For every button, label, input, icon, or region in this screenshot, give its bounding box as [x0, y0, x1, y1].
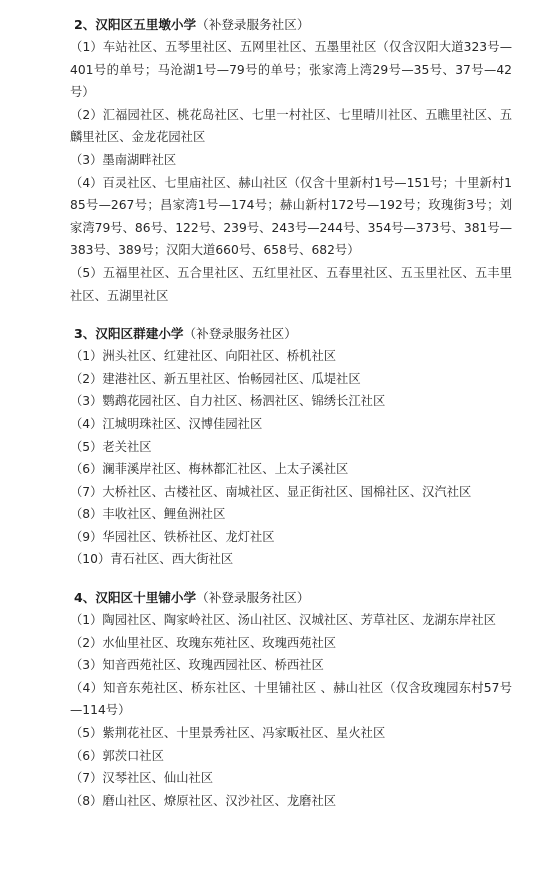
section-note: （补登录服务社区） [196, 17, 310, 32]
list-item: （4）知音东苑社区、桥东社区、十里铺社区 、赫山社区（仅含玫瑰园东村57号—114号） [70, 680, 512, 718]
list-item: （5）老关社区 [70, 439, 152, 454]
list-item: （2）水仙里社区、玫瑰东苑社区、玫瑰西苑社区 [70, 635, 337, 650]
section-qunjian-school [70, 323, 512, 571]
section-heading [74, 14, 512, 36]
list-item: （7）大桥社区、古楼社区、南城社区、显正街社区、国棉社区、汉汽社区 [70, 484, 472, 499]
list-item: （1）洲头社区、红建社区、向阳社区、桥机社区 [70, 349, 337, 364]
list-item: （5）五福里社区、五合里社区、五红里社区、五春里社区、五玉里社区、五丰里社区、五湖里社区 [70, 265, 512, 303]
section-shilipu-school [70, 587, 512, 812]
list-item: （8）丰收社区、鲤鱼洲社区 [70, 507, 226, 522]
school-name: 2、汉阳区五里墩小学 [74, 17, 197, 32]
section-note: （补登录服务社区） [183, 326, 297, 342]
section-wulidun-school [70, 14, 512, 307]
section-heading [74, 587, 512, 609]
list-item: （5）紫荆花社区、十里景秀社区、冯家畈社区、星火社区 [70, 726, 386, 741]
list-item: （4）百灵社区、七里庙社区、赫山社区（仅含十里新村1号—151号；十里新村185号—267号；昌家湾1号—174号；赫山新村172号—192号；玫瑰街3号；刘家湾79号、86号、122号、239号、243号—244号、354号—373号、381号—383号、389号；汉阳大道660号、658号、682号） [70, 175, 512, 258]
list-item: （1）车站社区、五琴里社区、五网里社区、五墨里社区（仅含汉阳大道323号—401号的单号；马沧湖1号—79号的单号；张家湾上湾29号—35号、37号—42号） [70, 40, 512, 100]
list-item: （4）江城明珠社区、汉博佳园社区 [70, 416, 263, 431]
list-item: （6）郭茨口社区 [70, 748, 164, 763]
school-name: 3、汉阳区群建小学 [74, 326, 184, 342]
list-item: （1）陶园社区、陶家岭社区、汤山社区、汉城社区、芳草社区、龙湖东岸社区 [70, 613, 496, 628]
list-item: （8）磨山社区、燎原社区、汉沙社区、龙磨社区 [70, 793, 337, 808]
section-note: （补登录服务社区） [196, 590, 310, 606]
list-item: （7）汉琴社区、仙山社区 [70, 771, 214, 786]
list-item: （2）汇福园社区、桃花岛社区、七里一村社区、七里晴川社区、五瞧里社区、五麟里社区、金龙花园社区 [70, 107, 512, 145]
list-item: （9）华园社区、铁桥社区、龙灯社区 [70, 529, 275, 544]
section-heading [74, 323, 512, 345]
school-name: 4、汉阳区十里铺小学 [74, 590, 197, 606]
list-item: （2）建港社区、新五里社区、怡畅园社区、瓜堤社区 [70, 371, 361, 386]
list-item: （10）青石社区、西大街社区 [70, 552, 234, 567]
list-item: （3）知音西苑社区、玫瑰西园社区、桥西社区 [70, 658, 324, 673]
list-item: （6）澜菲溪岸社区、梅林都汇社区、上太子溪社区 [70, 462, 349, 477]
list-item: （3）鹦鹉花园社区、自力社区、杨泗社区、锦绣长江社区 [70, 394, 386, 409]
list-item: （3）墨南湖畔社区 [70, 152, 177, 167]
